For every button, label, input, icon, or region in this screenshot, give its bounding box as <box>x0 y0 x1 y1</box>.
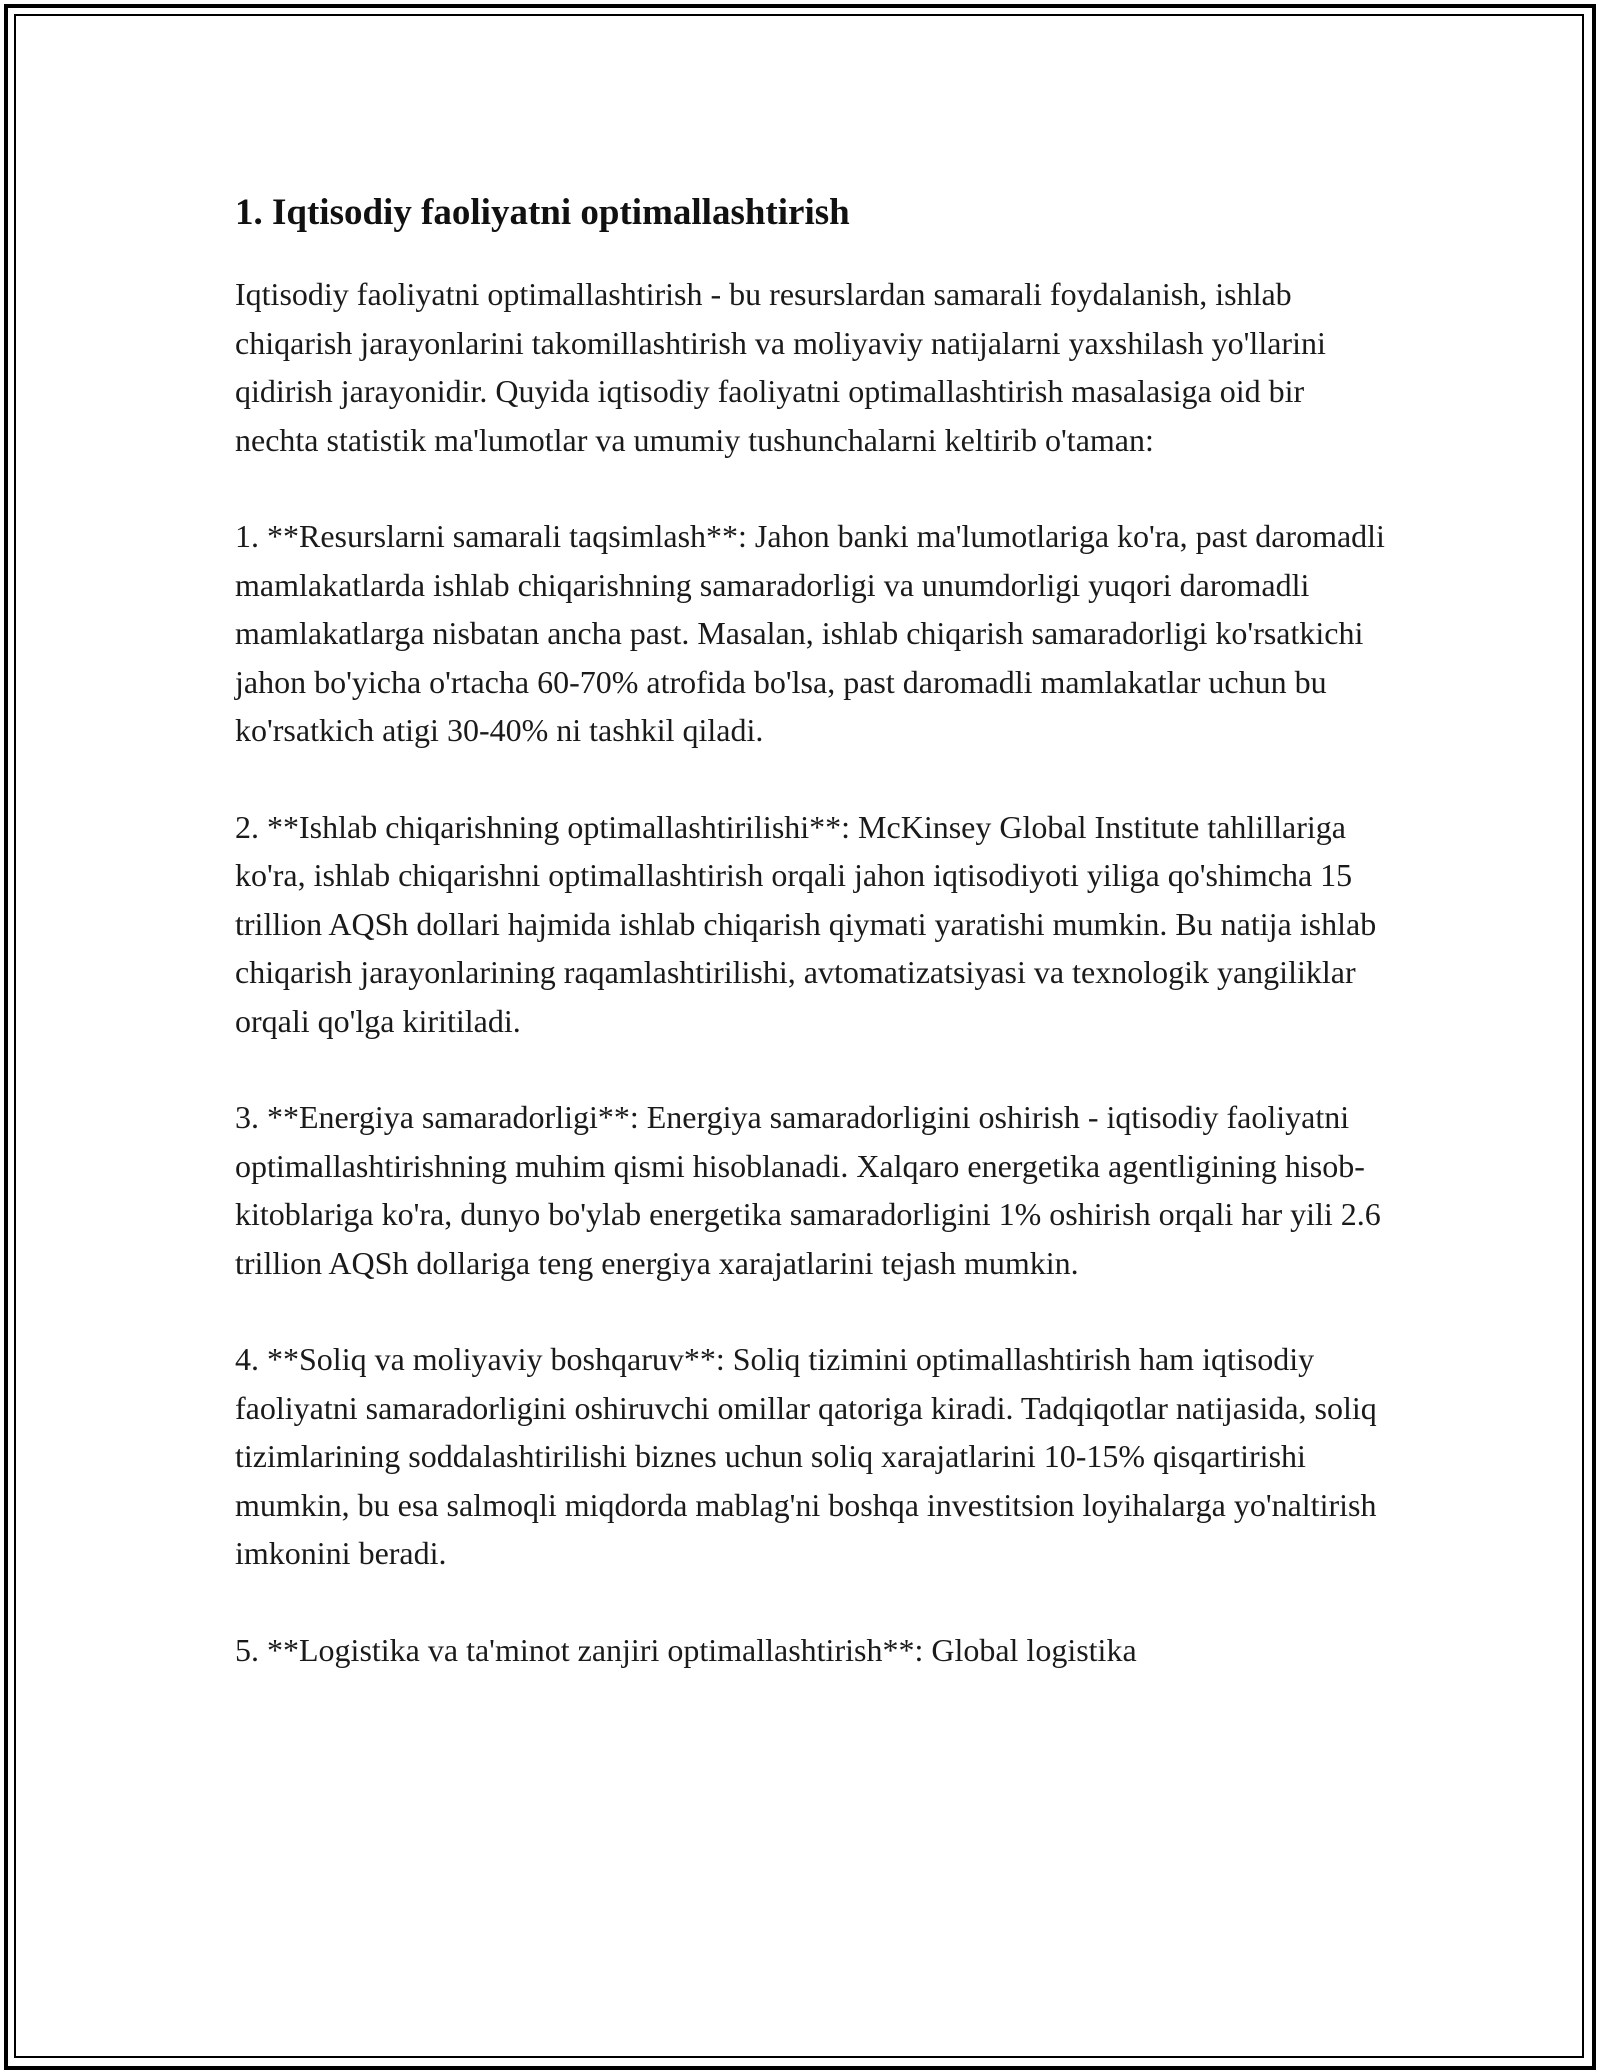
list-item-tax: 4. **Soliq va moliyaviy boshqaruv**: Soliq tizimini optimallashtirish ham iqtisodiy faoliyatni samaradorligini oshiruvchi omillar qatoriga kiradi. Tadqiqotlar natijasida, soliq tizimlarining soddalashtirilishi biznes uchun soliq xarajatlarini 10-15% qisqartirishi mumkin, bu esa salmoqli miqdorda mablag'ni boshqa investitsion loyihalarga yo'naltirish imkonini beradi. <box>235 1341 1377 1571</box>
list-item-resources: 1. **Resurslarni samarali taqsimlash**: Jahon banki ma'lumotlariga ko'ra, past daromadli mamlakatlarda ishlab chiqarishning samaradorligi va unumdorligi yuqori daromadli mamlakatlarga nisbatan ancha past. Masalan, ishlab chiqarish samaradorligi ko'rsatkichi jahon bo'yicha o'rtacha 60-70% atrofida bo'lsa, past daromadli mamlakatlar uchun bu ko'rsatkich atigi 30-40% ni tashkil qiladi. <box>235 518 1385 748</box>
list-item-logistics: 5. **Logistika va ta'minot zanjiri optimallashtirish**: Global logistika <box>235 1631 1137 1668</box>
list-item-production: 2. **Ishlab chiqarishning optimallashtirilishi**: McKinsey Global Institute tahlillariga ko'ra, ishlab chiqarishni optimallashtirish orqali jahon iqtisodiyoti yiliga qo'shimcha 15 trillion AQSh dollari hajmida ishlab chiqarish qiymati yaratishi mumkin. Bu natija ishlab chiqarish jarayonlarining raqamlashtirilishi, avtomatizatsiyasi va texnologik yangiliklar orqali qo'lga kiritiladi. <box>235 808 1377 1039</box>
document-body <box>235 186 1385 1722</box>
intro-paragraph: Iqtisodiy faoliyatni optimallashtirish - bu resurslardan samarali foydalanish, ishlab chiqarish jarayonlarini takomillashtirish va moliyaviy natijalarni yaxshilash yo'llarini qidirish jarayonidir. Quyida iqtisodiy faoliyatni optimallashtirish masalasiga oid bir nechta statistik ma'lumotlar va umumiy tushunchalarni keltirib o'taman: <box>235 276 1326 458</box>
document-title: 1. Iqtisodiy faoliyatni optimallashtirish <box>235 192 850 233</box>
list-item-energy: 3. **Energiya samaradorligi**: Energiya samaradorligini oshirish - iqtisodiy faoliyatni optimallashtirishning muhim qismi hisoblanadi. Xalqaro energetika agentligining hisob-kitoblariga ko'ra, dunyo bo'ylab energetika samaradorligini 1% oshirish orqali har yili 2.6 trillion AQSh dollariga teng energiya xarajatlarini tejash mumkin. <box>235 1099 1381 1281</box>
